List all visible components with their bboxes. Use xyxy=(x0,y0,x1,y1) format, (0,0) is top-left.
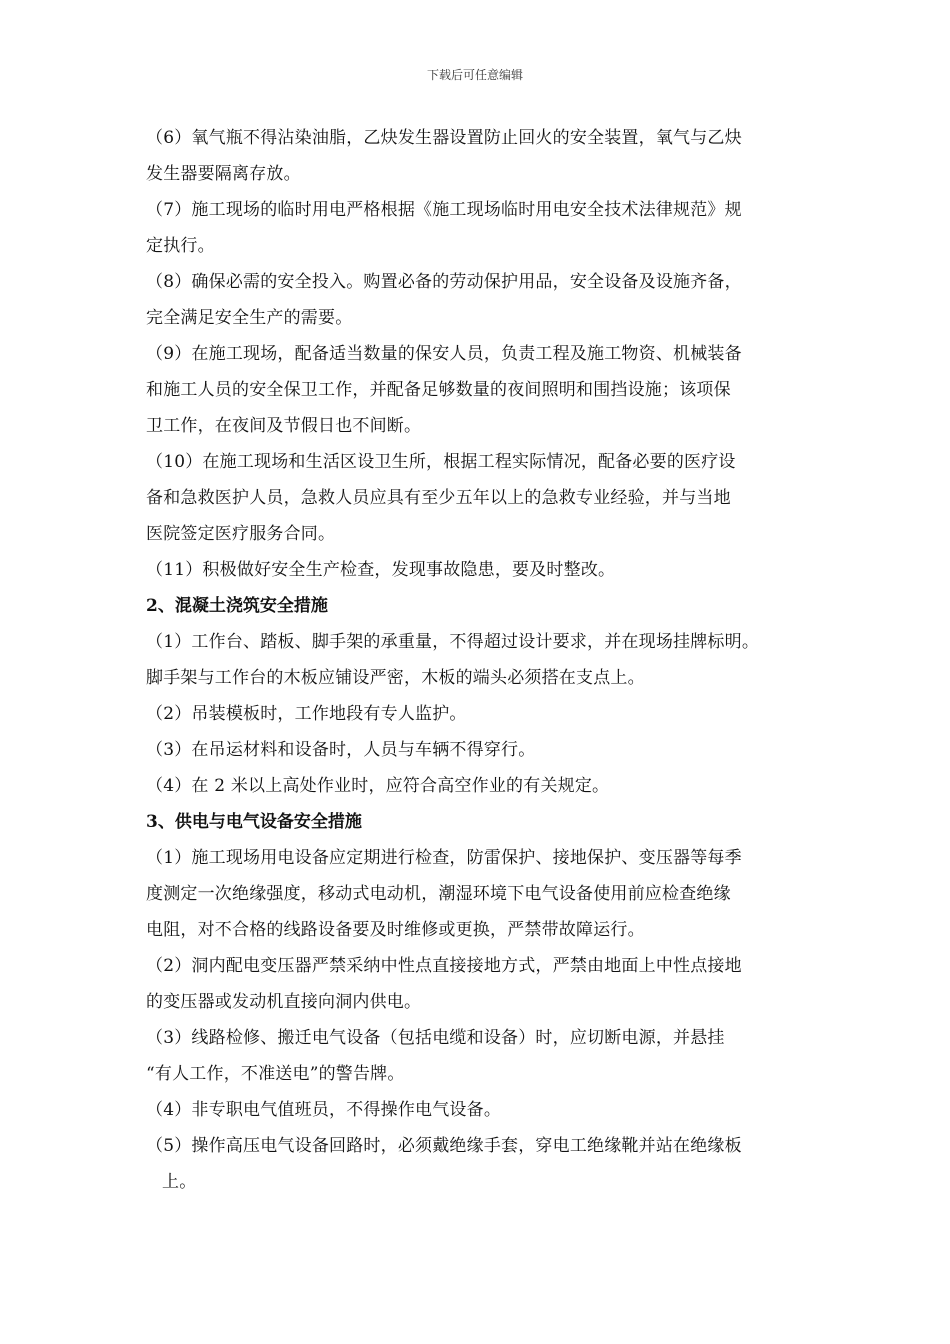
paragraph-line: 和施工人员的安全保卫工作，并配备足够数量的夜间照明和围挡设施；该项保 xyxy=(146,380,731,400)
section-heading: 2、混凝土浇筑安全措施 xyxy=(146,596,328,616)
paragraph-line: （4）非专职电气值班员，不得操作电气设备。 xyxy=(146,1100,502,1120)
paragraph-line: 度测定一次绝缘强度，移动式电动机，潮湿环境下电气设备使用前应检查绝缘 xyxy=(146,884,731,904)
paragraph-line: （3）在吊运材料和设备时，人员与车辆不得穿行。 xyxy=(146,740,536,760)
paragraph-line: 定执行。 xyxy=(146,236,215,256)
paragraph-line: 脚手架与工作台的木板应铺设严密，木板的端头必须搭在支点上。 xyxy=(146,668,645,688)
paragraph-line: （2）吊装模板时，工作地段有专人监护。 xyxy=(146,704,467,724)
paragraph-line: 完全满足安全生产的需要。 xyxy=(146,308,353,328)
page-header: 下载后可任意编辑 xyxy=(426,68,523,82)
paragraph-line: （3）线路检修、搬迁电气设备（包括电缆和设备）时，应切断电源，并悬挂 xyxy=(146,1028,725,1048)
paragraph-line: 卫工作，在夜间及节假日也不间断。 xyxy=(146,416,422,436)
paragraph-line: “有人工作，不准送电”的警告牌。 xyxy=(146,1064,405,1084)
paragraph-line: （7）施工现场的临时用电严格根据《施工现场临时用电安全技术法律规范》规 xyxy=(146,200,742,220)
paragraph-line: 发生器要隔离存放。 xyxy=(146,164,301,184)
paragraph-line: （9）在施工现场，配备适当数量的保安人员，负责工程及施工物资、机械装备 xyxy=(146,344,742,364)
paragraph-line: （6）氧气瓶不得沾染油脂，乙炔发生器设置防止回火的安全装置，氧气与乙炔 xyxy=(146,128,742,148)
paragraph-line: （2）洞内配电变压器严禁采纳中性点直接接地方式，严禁由地面上中性点接地 xyxy=(146,956,742,976)
paragraph-line: 的变压器或发动机直接向洞内供电。 xyxy=(146,992,422,1012)
paragraph-line: 备和急救医护人员，急救人员应具有至少五年以上的急救专业经验，并与当地 xyxy=(146,488,731,508)
paragraph-line: 上。 xyxy=(162,1172,197,1192)
paragraph-line: （8）确保必需的安全投入。购置必备的劳动保护用品，安全设备及设施齐备， xyxy=(146,272,742,292)
paragraph-line: 电阻，对不合格的线路设备要及时维修或更换，严禁带故障运行。 xyxy=(146,920,645,940)
paragraph-line: （4）在 2 米以上高处作业时，应符合高空作业的有关规定。 xyxy=(146,776,610,796)
paragraph-line: （11）积极做好安全生产检查，发现事故隐患，要及时整改。 xyxy=(146,560,616,580)
paragraph-line: （10）在施工现场和生活区设卫生所，根据工程实际情况，配备必要的医疗设 xyxy=(146,452,736,472)
document-body xyxy=(146,120,826,1200)
section-heading: 3、供电与电气设备安全措施 xyxy=(146,812,362,832)
paragraph-line: 医院签定医疗服务合同。 xyxy=(146,524,336,544)
paragraph-line: （1）施工现场用电设备应定期进行检查，防雷保护、接地保护、变压器等每季 xyxy=(146,848,742,868)
paragraph-line: （5）操作高压电气设备回路时，必须戴绝缘手套，穿电工绝缘靴并站在绝缘板 xyxy=(146,1136,742,1156)
paragraph-line: （1）工作台、踏板、脚手架的承重量，不得超过设计要求，并在现场挂牌标明。 xyxy=(146,632,760,652)
